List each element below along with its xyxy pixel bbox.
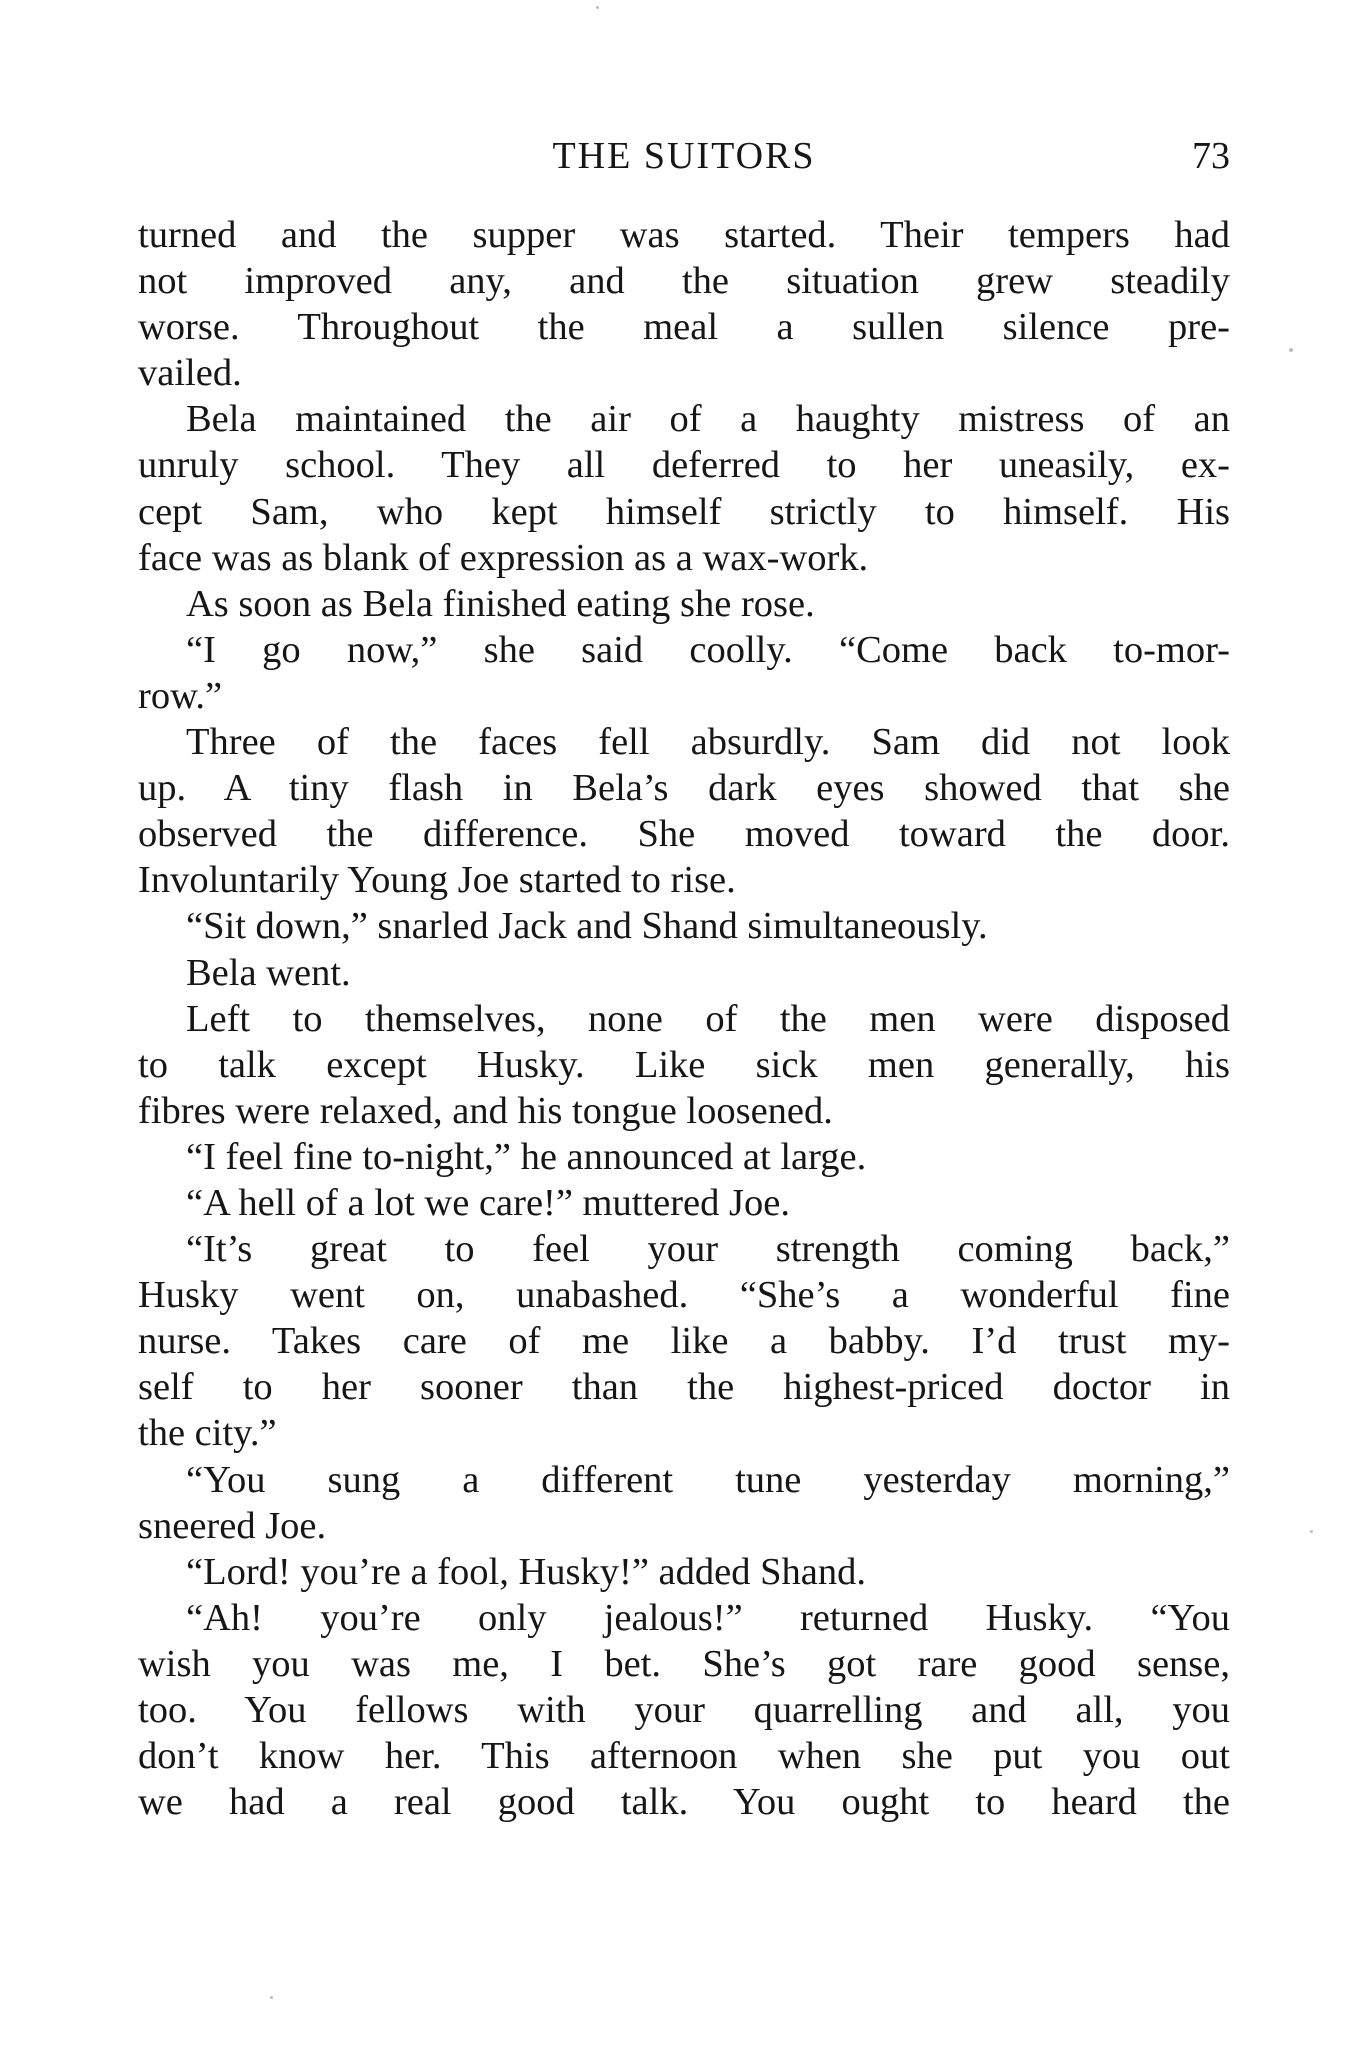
text-line: Bela went.: [186, 951, 351, 994]
text-line: not improved any, and the situation grew steadily: [138, 260, 1230, 303]
text-line: Involuntarily Young Joe started to rise.: [138, 859, 736, 902]
text-line: “Sit down,” snarled Jack and Shand simultaneously.: [186, 905, 988, 948]
text-line: “I feel fine to-night,” he announced at large.: [186, 1135, 867, 1178]
text-line: don’t know her. This afternoon when she put you out: [138, 1735, 1230, 1778]
text-line: nurse. Takes care of me like a babby. I’d trust my-: [138, 1320, 1230, 1363]
text-line: observed the difference. She moved toward the door.: [138, 813, 1230, 856]
text-line: we had a real good talk. You ought to heard the: [138, 1781, 1230, 1824]
paper-speck: [596, 6, 599, 9]
text-line: “Ah! you’re only jealous!” returned Husky. “You: [186, 1596, 1230, 1639]
text-line: up. A tiny flash in Bela’s dark eyes showed that she: [138, 767, 1230, 810]
text-line: Three of the faces fell absurdly. Sam did not look: [186, 721, 1230, 764]
text-line: Left to themselves, none of the men were disposed: [186, 997, 1230, 1040]
text-line: sneered Joe.: [138, 1504, 327, 1547]
body-text: [138, 212, 1230, 1825]
text-line: row.”: [138, 674, 223, 717]
text-line: self to her sooner than the highest-priced doctor in: [138, 1366, 1230, 1409]
text-line: worse. Throughout the meal a sullen silence pre-: [138, 306, 1230, 349]
text-line: unruly school. They all deferred to her uneasily, ex-: [138, 444, 1230, 487]
text-line: Bela maintained the air of a haughty mistress of an: [186, 398, 1230, 441]
page-header: [138, 134, 1230, 184]
text-line: “It’s great to feel your strength coming back,”: [186, 1228, 1230, 1271]
text-line: face was as blank of expression as a wax-work.: [138, 536, 869, 579]
text-line: fibres were relaxed, and his tongue loosened.: [138, 1089, 833, 1132]
running-title: THE SUITORS: [552, 135, 816, 177]
text-line: too. You fellows with your quarrelling and all, you: [138, 1689, 1230, 1731]
text-line: Husky went on, unabashed. “She’s a wonderful fine: [138, 1274, 1230, 1317]
text-line: to talk except Husky. Like sick men generally, his: [138, 1043, 1230, 1086]
text-line: cept Sam, who kept himself strictly to himself. His: [138, 490, 1230, 533]
text-line: the city.”: [138, 1412, 277, 1455]
paper-speck: [1289, 348, 1293, 352]
paper-speck: [270, 1996, 273, 1999]
text-line: wish you was me, I bet. She’s got rare good sense,: [138, 1642, 1230, 1685]
page-number: 73: [1192, 135, 1230, 177]
text-line: “Lord! you’re a fool, Husky!” added Shand.: [186, 1550, 866, 1593]
text-line: “A hell of a lot we care!” muttered Joe.: [186, 1181, 790, 1224]
text-line: turned and the supper was started. Their tempers had: [138, 214, 1230, 256]
text-line: As soon as Bela finished eating she rose.: [186, 582, 815, 625]
text-line: vailed.: [138, 352, 242, 395]
paper-speck: [1310, 1530, 1313, 1533]
text-line: “I go now,” she said coolly. “Come back to-mor-: [186, 628, 1230, 671]
text-line: “You sung a different tune yesterday morning,”: [186, 1458, 1230, 1501]
